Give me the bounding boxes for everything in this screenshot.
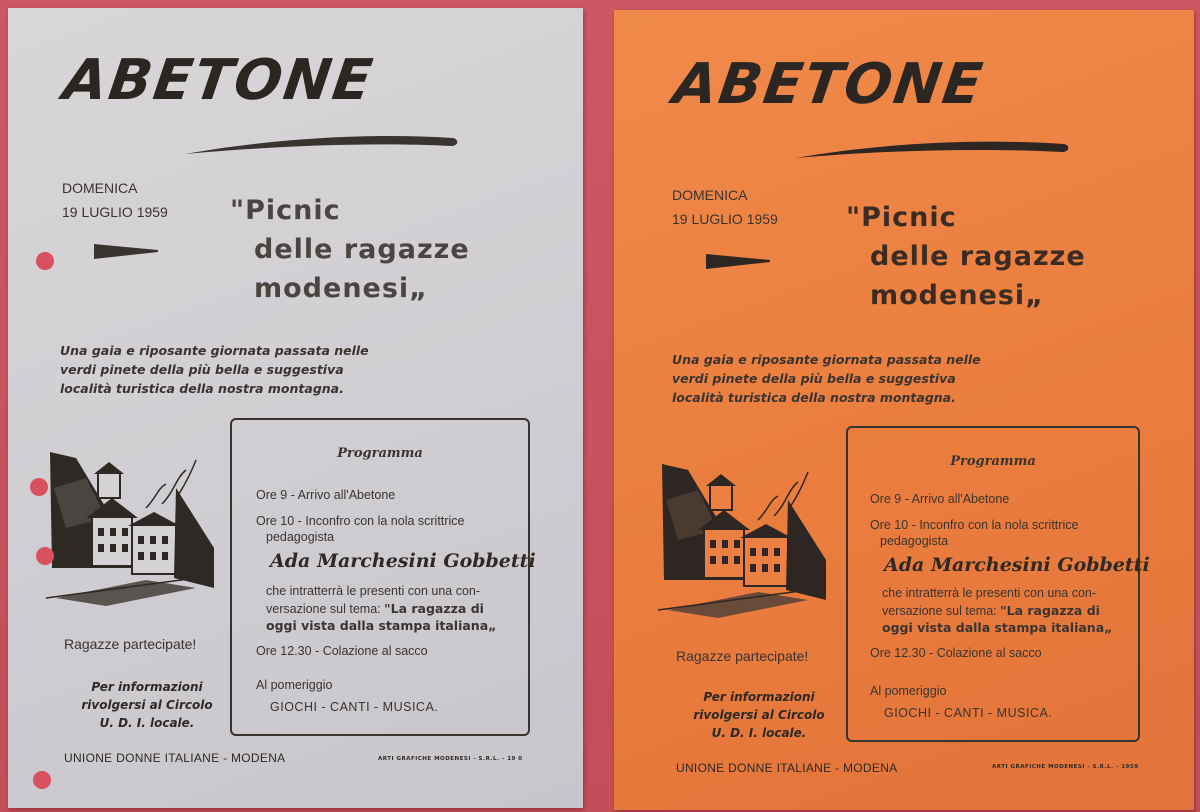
info-line-1: Per informazioni [703,690,815,704]
program-item-meeting-cont: pedagogista [880,534,949,548]
info-line-1: Per informazioni [91,680,203,694]
program-item-arrival: Ore 9 - Arrivo all'Abetone [256,488,396,502]
date-weekday: DOMENICA [62,180,138,196]
punch-hole [30,478,48,496]
speaker-name: Ada Marchesini Gobbetti [270,550,536,572]
mountain-hotel-illustration [658,460,828,620]
invitation-text: Ragazze partecipate! [676,648,809,664]
speaker-name: Ada Marchesini Gobbetti [884,554,1150,576]
intro-text: Una gaia e riposante giornata passata nelle verdi pinete della più bella e suggestiva località turistica della nostra montagna. [672,352,981,405]
afternoon-label: Al pomeriggio [870,684,947,698]
program-item-meeting-cont: pedagogista [266,530,335,544]
printer-imprint: ARTI GRAFICHE MODENESI - S.R.L. - 19 0 [378,756,523,762]
organization-footer: UNIONE DONNE ITALIANE - MODENA [676,761,898,775]
info-text [674,688,844,742]
program-item-arrival: Ore 9 - Arrivo all'Abetone [870,492,1010,506]
headline-line-3: modenesi„ [254,273,428,304]
headline-line-1: "Picnic [846,202,957,233]
punch-hole [36,547,54,565]
program-item-lunch: Ore 12.30 - Colazione al sacco [256,644,428,658]
masthead-title: ABETONE [59,48,378,113]
program-item-meeting: Ore 10 - Inconfro con la nola scrittrice [870,518,1079,532]
headline-line-1: "Picnic [230,195,341,226]
program-title: Programma [950,454,1036,469]
afternoon-activities: GIOCHI - CANTI - MUSICA. [884,706,1053,720]
flyer-grey [8,8,583,808]
info-line-2: rivolgersi al Circolo [693,708,825,722]
info-line-3: U. D. I. locale. [711,726,807,740]
swoosh-underline [794,132,1074,166]
talk-description: che intratterrà le presenti con una con- [266,584,481,598]
invitation-text: Ragazze partecipate! [64,636,197,652]
headline-line-2: delle ragazze [870,241,1086,272]
talk-topic-title-cont: oggi vista dalla stampa italiana„ [882,620,1113,635]
event-headline [846,198,1086,315]
event-headline [230,191,470,308]
intro-text: Una gaia e riposante giornata passata nelle verdi pinete della più bella e suggestiva località turistica della nostra montagna. [60,343,369,396]
talk-topic-title-cont: oggi vista dalla stampa italiana„ [266,618,497,633]
printer-imprint: ARTI GRAFICHE MODENESI - S.R.L. - 1959 [992,764,1139,770]
talk-description: che intratterrà le presenti con una con- [882,586,1097,600]
flyer-orange [614,10,1194,810]
info-line-2: rivolgersi al Circolo [81,698,213,712]
swoosh-underline [183,126,463,160]
talk-topic-line [266,601,484,616]
date-day: 19 LUGLIO 1959 [62,204,168,220]
talk-topic-intro: versazione sul tema: [882,604,1001,618]
program-box [230,418,536,736]
pointer-arrow-icon [706,254,770,270]
talk-topic-intro: versazione sul tema: [266,602,385,616]
pointer-arrow-icon [94,244,158,260]
info-line-3: U. D. I. locale. [99,716,195,730]
talk-topic-title: "La ragazza di [384,601,484,616]
headline-line-3: modenesi„ [870,280,1044,311]
event-date [672,183,778,231]
date-day: 19 LUGLIO 1959 [672,211,778,227]
masthead-title: ABETONE [669,52,988,117]
afternoon-label: Al pomeriggio [256,678,333,692]
date-weekday: DOMENICA [672,187,748,203]
headline-line-2: delle ragazze [254,234,470,265]
talk-topic-line [882,603,1100,618]
info-text [62,678,232,732]
punch-hole [36,252,54,270]
program-box [846,426,1150,742]
program-title: Programma [337,446,423,461]
punch-hole [33,771,51,789]
organization-footer: UNIONE DONNE ITALIANE - MODENA [64,751,286,765]
mountain-hotel-illustration [46,448,216,608]
talk-topic-title: "La ragazza di [1000,603,1100,618]
event-date [62,176,168,224]
program-item-meeting: Ore 10 - Inconfro con la nola scrittrice [256,514,465,528]
program-item-lunch: Ore 12.30 - Colazione al sacco [870,646,1042,660]
afternoon-activities: GIOCHI - CANTI - MUSICA. [270,700,439,714]
